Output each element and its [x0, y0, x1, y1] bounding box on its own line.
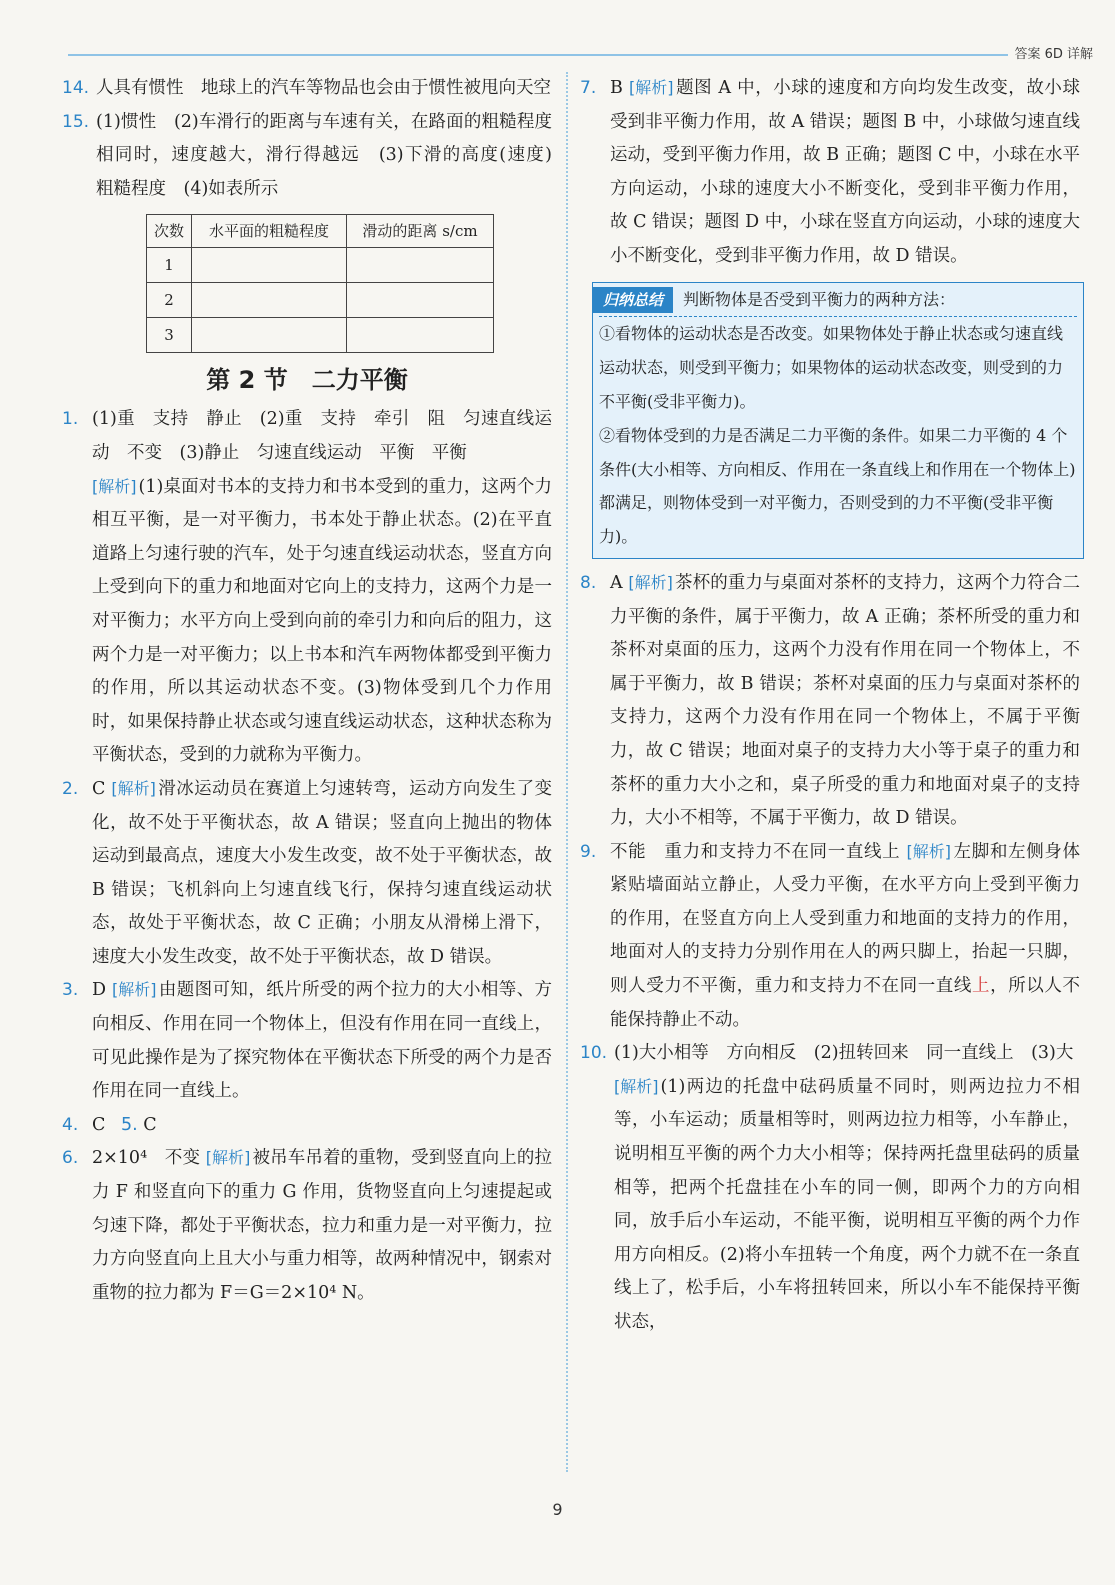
table-cell: 3 — [147, 318, 192, 353]
summary-point-1: ①看物体的运动状态是否改变。如果物体处于静止状态或匀速直线运动状态，则受到平衡力；如果物体的运动状态改变，则受到的力不平衡(受非平衡力)。 — [599, 324, 1064, 411]
table-cell: 1 — [147, 248, 192, 283]
answer-14 — [62, 72, 552, 106]
answer-text: 人具有惯性 地球上的汽车等物品也会由于惯性被甩向天空 — [96, 78, 551, 98]
answer-4-5 — [62, 1109, 552, 1143]
summary-box — [592, 282, 1084, 559]
table-header: 滑动的距离 s/cm — [347, 215, 494, 248]
analysis-text: 由题图可知，纸片所受的两个拉力的大小相等、方向相反、作用在同一个物体上，但没有作用在同一直线上，可见此操作是为了探究物体在平衡状态下所受的两个力是否作用在同一直线上。 — [92, 980, 552, 1102]
table-row — [147, 248, 494, 283]
item-number: 3. — [62, 980, 79, 1001]
answer-10 — [580, 1037, 1080, 1339]
answer-9 — [580, 836, 1080, 1038]
analysis-tag: [ 解析 ] — [92, 477, 137, 497]
analysis-text: 题图 A 中，小球的速度和方向均发生改变，故小球受到非平衡力作用，故 A 错误；题图 B 中，小球做匀速直线运动，受到平衡力作用，故 B 正确；题图 C 中，小球在水平方向运动，小球的速度大小不断变化，受到非平衡力作用，故 C 错误；题图 D 中，小球在竖直方向运动，小球的速度大小不断变化，受到非平衡力作用，故 D 错误。 — [610, 78, 1080, 266]
item-number: 7. — [580, 78, 597, 98]
item-number: 8. — [580, 572, 597, 593]
summary-tag: 归纳总结 — [593, 287, 673, 313]
answer-2 — [62, 773, 552, 975]
answer-6 — [62, 1142, 552, 1310]
answer-text: (1)惯性 (2)车滑行的距离与车速有关，在路面的粗糙程度相同时，速度越大，滑行得越远 (3)下滑的高度(速度) 粗糙程度 (4)如表所示 — [96, 111, 570, 199]
summary-point-2: ②看物体受到的力是否满足二力平衡的条件。如果二力平衡的 4 个条件(大小相等、方向相反、作用在一条直线上和作用在一个物体上)都满足，则物体受到一对平衡力，否则受到的力不平衡(受非平衡力)。 — [599, 425, 1076, 547]
answer-text: (1)大小相等 方向相反 (2)扭转回来 同一直线上 (3)大 — [614, 1043, 1074, 1064]
item-number: 5. — [120, 1114, 138, 1135]
analysis-tag: [ 解析 ] — [614, 1077, 659, 1097]
section-title: 第 2 节 二力平衡 — [206, 366, 408, 395]
right-column — [580, 72, 1080, 1340]
analysis-text: 茶杯的重力与桌面对茶杯的支持力，这两个力符合二力平衡的条件，属于平衡力，故 A 正确；茶杯所受的重力和茶杯对桌面的压力，这两个力没有作用在同一个物体上，不属于平衡力，故 B 错误；茶杯对桌面的压力与桌面对茶杯的支持力，这两个力没有作用在同一个物体上，不属于平衡力，故 C 错误；地面对桌子的支持力大小等于桌子的重力和茶杯的重力大小之和，桌子所受的重力和地面对桌子的支持力，大小不相等，不属于平衡力，故 D 错误。 — [610, 572, 1080, 829]
table-row — [147, 318, 494, 353]
item-number: 10. — [580, 1043, 608, 1064]
answer-text: C — [143, 1114, 157, 1135]
answer-7 — [580, 72, 1080, 274]
analysis-text: 滑冰运动员在赛道上匀速转弯，运动方向发生了变化，故不处于平衡状态，故 A 错误；竖直向上抛出的物体运动到最高点，速度大小发生改变，故不处于平衡状态，故 B 错误；飞机斜向上匀速直线飞行，保持匀速直线运动状态，故处于平衡状态，故 C 正确；小朋友从滑梯上滑下，速度大小发生改变，故不处于平衡状态，故 D 错误。 — [92, 778, 552, 967]
table-header: 次数 — [147, 215, 192, 248]
table-header-row — [147, 215, 494, 248]
table-header: 水平面的粗糙程度 — [192, 215, 347, 248]
left-column — [62, 72, 570, 1310]
analysis-text: ，所以人不能保持静止不动。 — [610, 976, 1081, 1030]
header-label: 答案 6D 详解 — [1008, 43, 1093, 62]
answer-text: C — [92, 778, 106, 799]
experiment-table — [146, 214, 494, 353]
page-number: 9 — [552, 1500, 563, 1519]
analysis-tag: [ 解析 ] — [206, 1148, 251, 1168]
analysis-tag: [ 解析 ] — [112, 980, 157, 1000]
answer-text: C — [92, 1114, 106, 1135]
answer-text: A — [610, 572, 623, 593]
answer-text: 2×10⁴ 不变 — [92, 1148, 201, 1169]
header-rule — [68, 54, 1017, 56]
answer-text: 不能 重力和支持力不在同一直线上 — [610, 841, 901, 862]
answer-3 — [62, 974, 552, 1108]
analysis-tag: [ 解析 ] — [111, 779, 156, 799]
column-divider — [566, 72, 568, 1472]
item-number: 6. — [62, 1148, 79, 1169]
summary-heading-text: 判断物体是否受到平衡力的两种方法： — [683, 289, 956, 309]
analysis-text: (1)两边的托盘中砝码质量不同时，则两边拉力不相等，小车运动；质量相等时，则两边拉力相等，小车静止，说明相互平衡的两个力大小相等；保持两托盘里砝码的质量相等，把两个托盘挂在小车的同一侧，即两个力的方向相同，放手后小车运动，不能平衡，说明相互平衡的两个力作用方向相反。(2)将小车扭转一个角度，两个力就不在一条直线上了，松手后，小车将扭转回来，所以小车不能保持平衡状态， — [614, 1076, 1080, 1332]
highlighted-text: 上 — [972, 976, 991, 997]
answer-text: B — [610, 78, 623, 98]
analysis-text: 被吊车吊着的重物，受到竖直向上的拉力 F 和竖直向下的重力 G 作用，货物竖直向上匀速提起或匀速下降，都处于平衡状态，拉力和重力是一对平衡力，拉力方向竖直向上且大小与重力相等，故两种情况中，钢索对重物的拉力都为 F＝G＝2×10⁴ N。 — [92, 1148, 552, 1303]
item-number: 2. — [62, 778, 79, 799]
answer-15 — [62, 106, 570, 207]
answer-text: (1)重 支持 静止 (2)重 支持 牵引 阻 匀速直线运动 不变 (3)静止 匀速直线运动 平衡 平衡 — [92, 409, 552, 463]
answer-text: D — [92, 980, 107, 1001]
table-row — [147, 283, 494, 318]
summary-heading — [599, 283, 1077, 318]
analysis-tag: [ 解析 ] — [907, 842, 952, 862]
item-number: 14. — [62, 78, 90, 98]
analysis-tag: [ 解析 ] — [628, 573, 673, 593]
analysis-text: 左脚和左侧身体紧贴墙面站立静止，人受力平衡，在水平方向上受到平衡力的作用，在竖直方向上人受到重力和地面的支持力的作用，地面对人的支持力分别作用在人的两只脚上，抬起一只脚，则人受力不平衡，重力和支持力不在同一直线 — [610, 841, 1081, 997]
item-number: 15. — [62, 111, 90, 132]
answer-8 — [580, 567, 1080, 836]
analysis-text: (1)桌面对书本的支持力和书本受到的重力，这两个力相互平衡，是一对平衡力，书本处于静止状态。(2)在平直道路上匀速行驶的汽车，处于匀速直线运动状态，竖直方向上受到向下的重力和地面对它向上的支持力，这两个力是一对平衡力；水平方向上受到向前的牵引力和向后的阻力，这两个力是一对平衡力；以上书本和汽车两物体都受到平衡力的作用，所以其运动状态不变。(3)物体受到几个力作用时，如果保持静止状态或匀速直线运动状态，这种状态称为平衡状态，受到的力就称为平衡力。 — [92, 476, 552, 766]
answer-1 — [62, 403, 552, 773]
item-number: 4. — [62, 1114, 79, 1135]
item-number: 1. — [62, 409, 79, 430]
table-cell: 2 — [147, 283, 192, 318]
item-number: 9. — [580, 841, 597, 862]
analysis-tag: [ 解析 ] — [629, 78, 674, 98]
